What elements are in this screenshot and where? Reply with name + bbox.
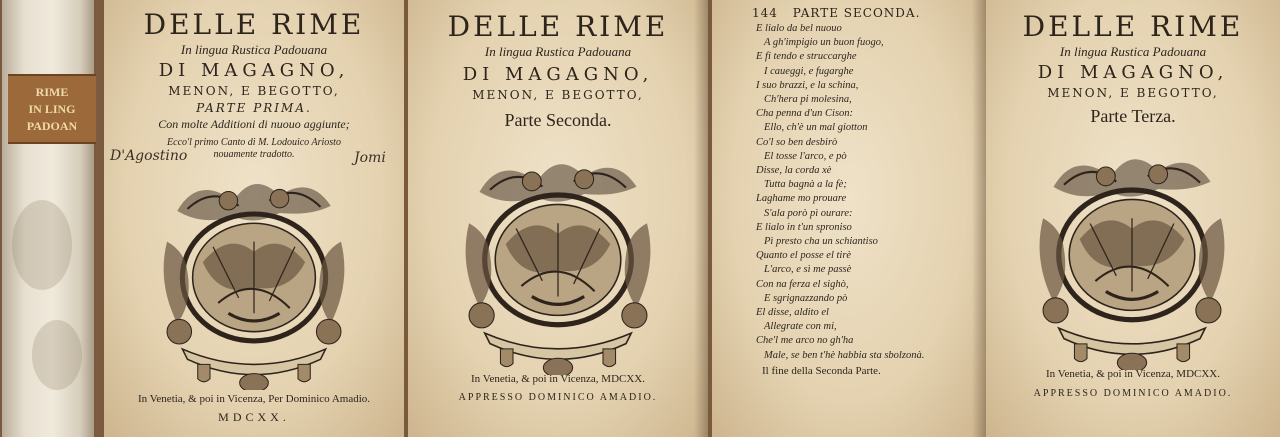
- spine-label-line-3: PADOAN: [26, 119, 78, 133]
- imprint-line: In Venetia, & poi in Vicenza, MDCXX.: [1046, 368, 1220, 380]
- publisher-line: APPRESSO DOMINICO AMADIO.: [1033, 388, 1233, 399]
- spine-label: [8, 74, 96, 144]
- verse-line: Ello, ch'è un mal giotton: [764, 122, 868, 134]
- verse-line: Male, se ben t'hè habbia sta sbolzonà.: [764, 349, 925, 361]
- title-page-part-three: [986, 0, 1280, 437]
- verse-line: E lialo in t'un sproniso: [756, 221, 852, 233]
- publication-year: MDCXX.: [218, 410, 290, 424]
- verse-line: I caueggi, e fugarghe: [764, 65, 854, 77]
- text-page-144: [712, 0, 986, 437]
- verse-line: E fi tendo e struccarghe: [756, 51, 857, 63]
- page-number: 144: [752, 6, 778, 20]
- spine-label-line-1: RIME: [35, 85, 69, 99]
- imprint-line: In Venetia, & poi in Vicenza, Per Dominico Amadio.: [137, 393, 371, 405]
- verse-line: E lialo da bel nuouo: [756, 23, 842, 34]
- verse-line: A gh'impigio un buon fuogo,: [764, 37, 884, 49]
- verse-line: Disse, la corda xè: [756, 165, 832, 177]
- canto-line-2: nouamente tradotto.: [213, 149, 295, 160]
- verse-line: I suo brazzi, e la schina,: [756, 79, 859, 91]
- woodcut-illustration: [154, 170, 354, 390]
- verse-line: E sgrignazzando pò: [764, 292, 848, 304]
- title-page-part-one: [104, 0, 404, 437]
- verse-line: Tutta bagnà a la fè;: [764, 179, 847, 191]
- verse-block: [756, 22, 976, 363]
- author-line: DI MAGAGNO,: [1037, 62, 1229, 83]
- part-label: Parte Terza.: [1090, 106, 1176, 126]
- verse-line: Con na ferza el sighò,: [756, 278, 849, 290]
- vellum-spine: [2, 0, 94, 437]
- part-label: Parte Seconda.: [504, 110, 612, 130]
- running-header: [752, 6, 920, 20]
- co-authors-line: MENON, E BEGOTTO,: [1047, 86, 1219, 100]
- canto-line-1: Ecco'l primo Canto di M. Lodouico Ariosto: [167, 137, 341, 148]
- verse-line: Cha penna d'un Cison:: [756, 108, 854, 120]
- verse-line: Che'l me arco no gh'ha: [756, 335, 854, 347]
- imprint-line: In Venetia, & poi in Vicenza, MDCXX.: [471, 373, 645, 385]
- subtitle: In lingua Rustica Padouana: [1059, 44, 1207, 59]
- page-title: DELLE RIME: [1022, 10, 1244, 43]
- woodcut-illustration: [458, 150, 658, 375]
- author-line: DI MAGAGNO,: [158, 60, 350, 81]
- verse-line: Ch'hera pi molesina,: [764, 94, 852, 106]
- spine-label-line-2: IN LING: [28, 102, 76, 116]
- subtitle: In lingua Rustica Padouana: [180, 42, 328, 57]
- handwritten-signature-left: D'Agostino: [110, 148, 188, 164]
- verse-line: Allegrate con mi,: [764, 321, 837, 333]
- verse-line: L'arco, e sì me passè: [764, 264, 852, 276]
- book-spine-photo: [0, 0, 101, 437]
- running-head-title: PARTE SECONDA.: [792, 6, 921, 20]
- page-title: DELLE RIME: [447, 10, 669, 43]
- title-page-part-two: [408, 0, 708, 437]
- verse-line: El tosse l'arco, e pò: [764, 150, 847, 162]
- handwritten-signature-right: Jomi: [354, 150, 386, 166]
- page-title: DELLE RIME: [143, 8, 365, 41]
- verse-line: Quanto el posse el tirè: [756, 250, 852, 262]
- additions-line: Con molte Additioni di nuouo aggiunte;: [158, 117, 350, 131]
- end-note: Il fine della Seconda Parte.: [762, 365, 881, 377]
- verse-line: Pì presto cha un schiantiso: [764, 236, 878, 248]
- subtitle: In lingua Rustica Padouana: [484, 44, 632, 59]
- co-authors-line: MENON, E BEGOTTO,: [472, 88, 644, 102]
- part-label: PARTE PRIMA.: [196, 101, 312, 115]
- verse-line: S'ala porò pì ourare:: [764, 207, 853, 219]
- verse-line: Co'l so ben desbirò: [756, 136, 838, 148]
- woodcut-illustration: [1032, 145, 1232, 370]
- publisher-line: APPRESSO DOMINICO AMADIO.: [458, 392, 658, 403]
- co-authors-line: MENON, E BEGOTTO,: [168, 84, 340, 98]
- verse-line: El disse, aldito el: [756, 307, 829, 319]
- author-line: DI MAGAGNO,: [462, 64, 654, 85]
- verse-line: Laghame mo prouare: [756, 193, 847, 205]
